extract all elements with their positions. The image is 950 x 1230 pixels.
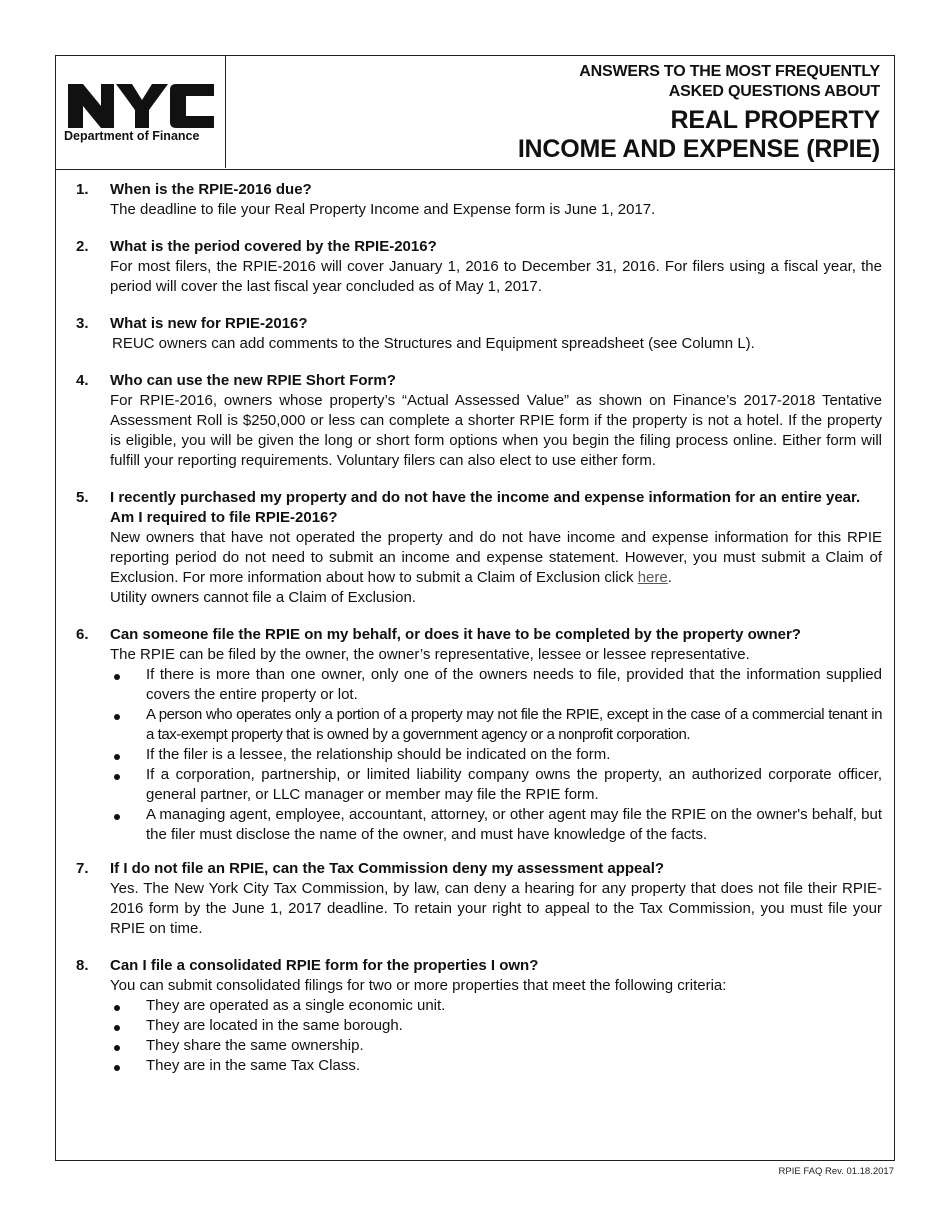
title-line-1: ANSWERS TO THE MOST FREQUENTLY — [579, 63, 880, 80]
answer: The RPIE can be filed by the owner, the owner’s representative, lessee or lessee representative. — [110, 646, 750, 663]
claim-of-exclusion-link[interactable]: here — [637, 569, 668, 586]
bullet-item: They share the same ownership. — [110, 1036, 882, 1056]
bullet-item: A person who operates only a portion of a property may not file the RPIE, except in the case of a commercial tenant in a tax-exempt property that is owned by a government agency or a nonprofit corporation. — [110, 705, 882, 745]
footer-revision: RPIE FAQ Rev. 01.18.2017 — [778, 1166, 894, 1177]
answer: Yes. The New York City Tax Commission, by law, can deny a hearing for any property that does not file their RPIE-2016 form by the June 1, 2017 deadline. To retain your right to appeal to the Tax Commission, you must file your RPIE on time. — [110, 880, 882, 937]
question-number: 2. — [76, 238, 89, 255]
bullet-item: They are operated as a single economic unit. — [110, 996, 882, 1016]
faq-item-5 — [68, 488, 882, 608]
department-name: Department of Finance — [64, 129, 200, 143]
question: When is the RPIE-2016 due? — [110, 181, 312, 198]
question-number: 4. — [76, 372, 89, 389]
answer: For RPIE-2016, owners whose property’s “Actual Assessed Value” as shown on Finance’s 2017-2018 Tentative Assessment Roll is $250,000 or less can complete a shorter RPIE form if the property is not a hotel. If the property is eligible, you will be given the long or short form options when you begin the filing process online. Either form will fulfill your reporting requirements. Voluntary filers can also elect to use either form. — [110, 392, 882, 469]
faq-item-7 — [68, 859, 882, 939]
header — [56, 56, 894, 170]
question: Who can use the new RPIE Short Form? — [110, 372, 396, 389]
question-number: 6. — [76, 626, 89, 643]
faq-list — [68, 180, 882, 1093]
question-number: 7. — [76, 860, 89, 877]
question: What is the period covered by the RPIE-2016? — [110, 238, 437, 255]
question-number: 1. — [76, 181, 89, 198]
faq-item-1 — [68, 180, 882, 220]
nyc-logo-icon — [68, 84, 214, 128]
question: I recently purchased my property and do not have the income and expense information for an entire year. Am I required to file RPIE-2016? — [110, 489, 861, 526]
question: Can I file a consolidated RPIE form for the properties I own? — [110, 957, 539, 974]
faq-item-3 — [68, 314, 882, 354]
faq-item-2 — [68, 237, 882, 297]
bullet-item: If a corporation, partnership, or limited liability company owns the property, an authorized corporate officer, general partner, or LLC manager or member may file the RPIE form. — [110, 765, 882, 805]
title-block — [518, 62, 880, 164]
svg-text:TM: TM — [202, 90, 210, 96]
document-frame — [55, 55, 895, 1161]
bullet-list — [110, 996, 882, 1076]
answer: You can submit consolidated filings for two or more properties that meet the following criteria: — [110, 977, 727, 994]
bullet-item: If there is more than one owner, only one of the owners needs to file, provided that the information supplied covers the entire property or lot. — [110, 665, 882, 705]
answer-extra: Utility owners cannot file a Claim of Exclusion. — [110, 589, 416, 606]
bullet-item: They are located in the same borough. — [110, 1016, 882, 1036]
bullet-list — [110, 665, 882, 845]
title-line-2: ASKED QUESTIONS ABOUT — [668, 83, 880, 100]
question-number: 5. — [76, 489, 89, 506]
answer: For most filers, the RPIE-2016 will cover January 1, 2016 to December 31, 2016. For filers using a fiscal year, the period will cover the last fiscal year concluded as of May 1, 2017. — [110, 258, 882, 295]
bullet-item: If the filer is a lessee, the relationship should be indicated on the form. — [110, 745, 882, 765]
question-number: 8. — [76, 957, 89, 974]
answer-period: . — [667, 569, 672, 586]
answer — [110, 528, 882, 588]
question: What is new for RPIE-2016? — [110, 315, 308, 332]
faq-item-4 — [68, 371, 882, 471]
bullet-item: They are in the same Tax Class. — [110, 1056, 882, 1076]
question: If I do not file an RPIE, can the Tax Commission deny my assessment appeal? — [110, 860, 665, 877]
nyc-dof-logo — [56, 56, 226, 168]
answer: The deadline to file your Real Property Income and Expense form is June 1, 2017. — [110, 201, 656, 218]
answer-text: New owners that have not operated the property and do not have income and expense information for this RPIE reporting period do not need to submit an income and expense statement. However, you must submit a Claim of Exclusion. For more information about how to submit a Claim of Exclusion click — [110, 529, 882, 586]
title-line-3: REAL PROPERTY — [670, 106, 880, 134]
bullet-item: A managing agent, employee, accountant, attorney, or other agent may file the RPIE on the owner's behalf, but the filer must disclose the name of the owner, and must have knowledge of the facts. — [110, 805, 882, 845]
faq-item-8 — [68, 956, 882, 1076]
question-number: 3. — [76, 315, 89, 332]
title-line-4: INCOME AND EXPENSE (RPIE) — [517, 135, 880, 163]
question: Can someone file the RPIE on my behalf, or does it have to be completed by the property owner? — [110, 626, 801, 643]
answer: REUC owners can add comments to the Structures and Equipment spreadsheet (see Column L). — [112, 335, 755, 352]
faq-item-6 — [68, 625, 882, 845]
